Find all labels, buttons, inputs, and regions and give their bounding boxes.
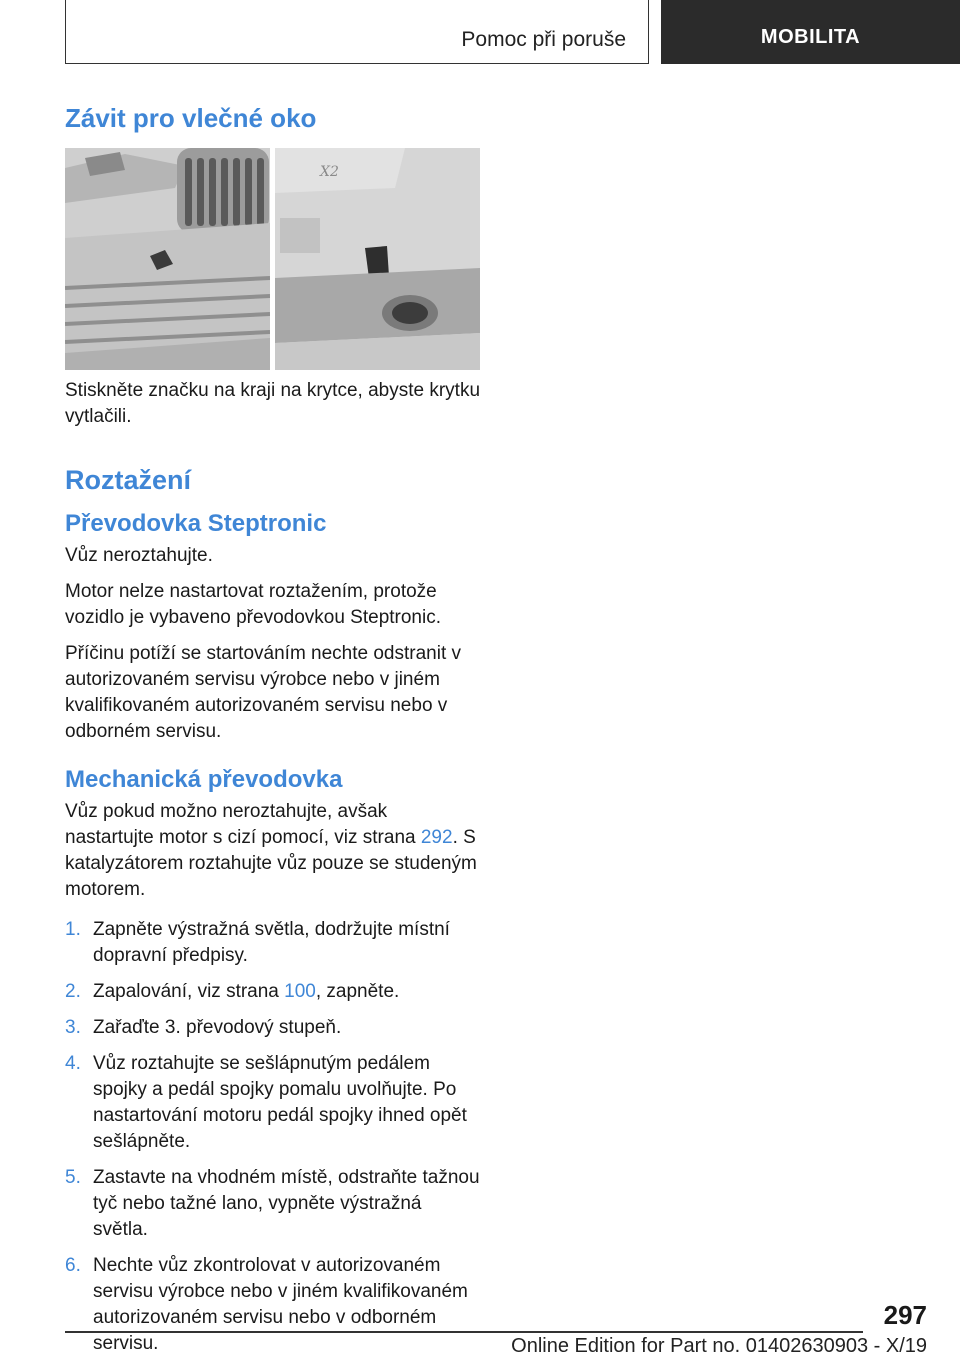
steptronic-paragraph-1: Vůz neroztahujte. — [65, 545, 213, 566]
step-number: 2. — [65, 981, 81, 1002]
step-text: Nechte vůz zkontrolovat v autorizovaném servisu výrobce nebo v jiném kvalifikovaném autorizovaném servisu nebo v odborném servisu. — [93, 1255, 468, 1354]
step-number: 4. — [65, 1053, 81, 1074]
towing-steps-list — [65, 917, 480, 1357]
page-link-292[interactable]: 292 — [420, 827, 453, 848]
manual-text-before: Vůz pokud možno neroztahujte, avšak nastartujte motor s cizí pomocí, viz strana — [65, 801, 421, 848]
list-item — [65, 1051, 480, 1155]
steptronic-paragraph-2: Motor nelze nastartovat roztažením, protože vozidlo je vybaveno převodovkou Steptronic. — [65, 581, 442, 628]
body-content — [65, 378, 480, 440]
step-text: Zapněte výstražná světla, dodržujte místní dopravní předpisy. — [93, 919, 450, 966]
step-number: 6. — [65, 1255, 81, 1276]
header-chapter-tab: MOBILITA — [661, 0, 960, 64]
page-link-100[interactable]: 100 — [284, 981, 316, 1002]
step-text: Vůz roztahujte se sešlápnutým pedálem spojky a pedál spojky pomalu uvolňujte. Po nastartování motoru pedál spojky ihned opět sešlápněte. — [93, 1053, 467, 1152]
header-box — [65, 0, 649, 64]
tow-eye-thread-illustration — [65, 148, 480, 370]
section-heading-towing: Roztažení — [65, 465, 192, 495]
list-item — [65, 1253, 480, 1357]
step-number: 5. — [65, 1167, 81, 1188]
list-item — [65, 917, 480, 969]
list-item — [65, 979, 480, 1005]
list-item — [65, 1165, 480, 1243]
subheading-steptronic: Převodovka Steptronic — [65, 510, 327, 537]
svg-text:X2: X2 — [320, 164, 339, 180]
list-item — [65, 1015, 480, 1041]
step-text: Zastavte na vhodném místě, odstraňte tažnou tyč nebo tažné lano, vypněte výstražná světla. — [93, 1167, 480, 1240]
manual-text-after: . S katalyzátorem roztahujte vůz pouze se studeným motorem. — [65, 827, 477, 900]
footer-divider — [65, 1331, 863, 1333]
header-section-title: Pomoc při poruše — [461, 28, 626, 51]
page-number: 297 — [883, 1300, 927, 1330]
step-text-before: Zapalování, viz strana — [93, 981, 285, 1002]
figure-caption: Stiskněte značku na kraji na krytce, abyste krytku vytlačili. — [65, 380, 481, 427]
step-number: 3. — [65, 1017, 81, 1038]
towing-section — [65, 467, 480, 1367]
steptronic-paragraph-3: Příčinu potíží se startováním nechte odstranit v autorizovaném servisu výrobce nebo v jiném kvalifikovaném autorizovaném servisu nebo v odborném servisu. — [65, 643, 462, 742]
step-number: 1. — [65, 919, 81, 940]
subheading-manual-gearbox: Mechanická převodovka — [65, 766, 343, 793]
manual-gearbox-paragraph — [65, 799, 480, 903]
step-text-after: , zapněte. — [315, 981, 400, 1002]
page-title: Závit pro vlečné oko — [65, 103, 317, 133]
step-text: Zařaďte 3. převodový stupeň. — [93, 1017, 342, 1038]
footer-edition-text: Online Edition for Part no. 01402630903 - X/19 — [511, 1335, 927, 1357]
